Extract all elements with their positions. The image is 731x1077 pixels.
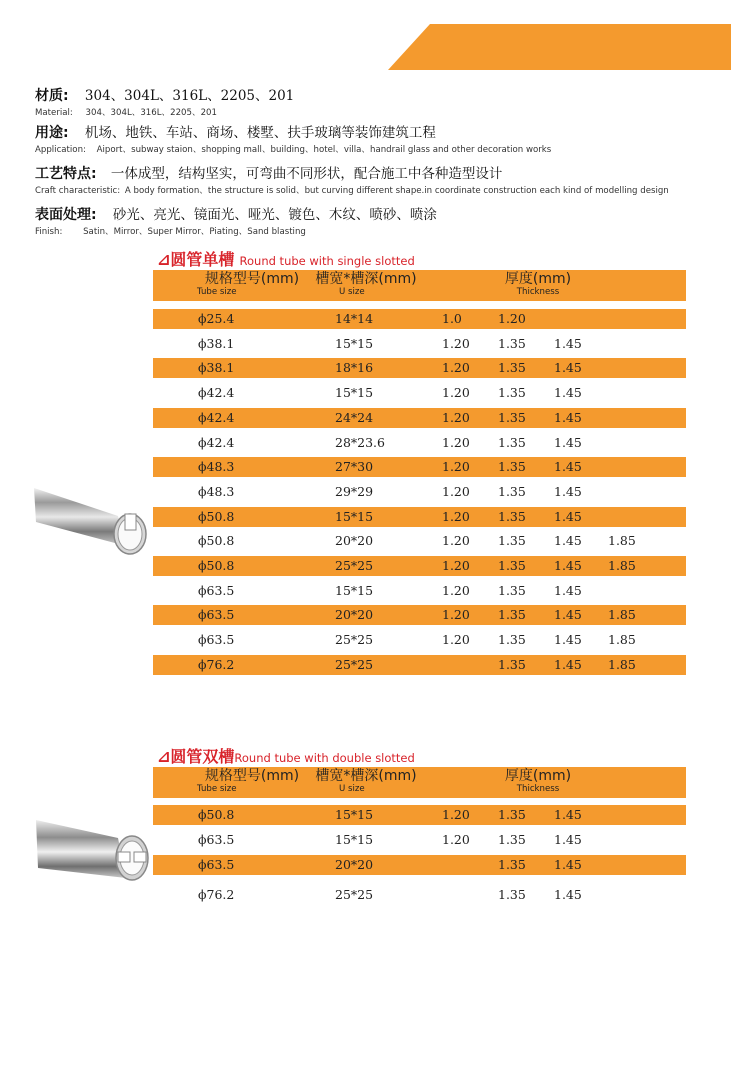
material-label-en: Material:: [35, 108, 73, 118]
header-banner: [388, 24, 731, 70]
cell-size: ϕ38.1: [198, 360, 235, 376]
header-size-en: Tube size: [197, 784, 237, 794]
header-thickness-zh: 厚度(mm): [504, 768, 572, 784]
table-row: [153, 482, 686, 502]
cell-size: ϕ50.8: [198, 508, 235, 524]
cell-slot: 15*15: [335, 582, 374, 598]
cell-thickness: 1.85: [608, 558, 636, 573]
table-row: [153, 457, 686, 477]
section-title-zh: 圆管双槽: [170, 747, 235, 766]
cell-thickness: 1.20: [498, 311, 526, 326]
cell-thickness: 1.35: [498, 360, 526, 376]
material-value-en: 304、304L、316L、2205、201: [85, 108, 217, 118]
header-thickness-en: Thickness: [516, 287, 560, 297]
cell-size: ϕ50.8: [198, 533, 235, 549]
application-spec: [35, 121, 551, 155]
header-slot: [301, 270, 431, 297]
cell-thickness: 1.35: [498, 335, 526, 351]
header-size: [187, 270, 317, 297]
cell-thickness: 1.85: [608, 632, 636, 648]
cell-slot: 20*20: [335, 607, 374, 623]
cell-thickness: 1.20: [442, 632, 470, 648]
header-slot: [301, 767, 431, 794]
cell-slot: 24*24: [335, 409, 374, 425]
application-label-en: Application:: [35, 145, 86, 155]
cell-thickness: 1.20: [442, 385, 470, 401]
single-slot-tube-image: [30, 478, 148, 558]
cell-thickness: 1.45: [554, 508, 582, 524]
cell-thickness: 1.35: [498, 508, 526, 524]
cell-slot: 25*25: [335, 656, 374, 672]
cell-thickness: 1.45: [554, 656, 582, 672]
cell-slot: 25*25: [335, 632, 374, 648]
cell-thickness: 1.20: [442, 807, 470, 822]
cell-thickness: 1.45: [554, 533, 582, 549]
cell-size: ϕ42.4: [198, 385, 235, 401]
cell-thickness: 1.35: [498, 582, 526, 598]
section-title-en: Round tube with single slotted: [239, 254, 415, 268]
cell-thickness: 1.20: [442, 832, 470, 847]
cell-thickness: 1.20: [442, 533, 470, 549]
cell-thickness: 1.20: [442, 409, 470, 425]
cell-thickness: 1.35: [498, 832, 526, 847]
cell-thickness: 1.35: [498, 632, 526, 648]
craft-value: 一体成型，结构坚实，可弯曲不同形状，配合施工中各种造型设计: [110, 166, 503, 182]
cell-slot: 15*15: [335, 508, 374, 524]
material-value: 304、304L、316L、2205、201: [84, 88, 295, 104]
cell-thickness: 1.85: [608, 607, 636, 623]
section-title-en: Round tube with double slotted: [234, 751, 415, 765]
cell-slot: 25*25: [335, 558, 374, 573]
header-thickness: [483, 270, 593, 297]
cell-size: ϕ50.8: [198, 807, 235, 822]
cell-slot: 14*14: [335, 311, 374, 326]
cell-thickness: 1.45: [554, 607, 582, 623]
cell-thickness: 1.35: [498, 385, 526, 401]
table-row: [153, 630, 686, 650]
cell-slot: 15*15: [335, 807, 374, 822]
table-row: [153, 309, 686, 329]
cell-slot: 15*15: [335, 385, 374, 401]
header-slot-zh: 槽宽*槽深(mm): [315, 271, 417, 287]
cell-thickness: 1.35: [498, 533, 526, 549]
cell-thickness: 1.45: [554, 483, 582, 499]
cell-slot: 15*15: [335, 832, 374, 847]
craft-spec: [35, 162, 669, 196]
cell-thickness: 1.85: [608, 656, 636, 672]
cell-slot: 15*15: [335, 335, 374, 351]
cell-thickness: 1.35: [498, 409, 526, 425]
table-row: [153, 507, 686, 527]
cell-size: ϕ63.5: [198, 857, 235, 872]
material-spec: [35, 84, 294, 118]
cell-thickness: 1.35: [498, 459, 526, 475]
cell-thickness: 1.20: [442, 434, 470, 450]
finish-label-en: Finish:: [35, 227, 63, 237]
table-row: [153, 855, 686, 875]
cell-size: ϕ42.4: [198, 409, 235, 425]
cell-thickness: 1.45: [554, 807, 582, 822]
header-size-en: Tube size: [197, 287, 237, 297]
cell-slot: 29*29: [335, 483, 374, 499]
cell-thickness: 1.45: [554, 434, 582, 450]
cell-size: ϕ63.5: [198, 607, 235, 623]
cell-thickness: 1.45: [554, 459, 582, 475]
cell-thickness: 1.20: [442, 607, 470, 623]
cell-thickness: 1.45: [554, 582, 582, 598]
table-row: [153, 408, 686, 428]
cell-thickness: 1.45: [554, 360, 582, 376]
cell-size: ϕ63.5: [198, 582, 235, 598]
table-row: [153, 830, 686, 850]
cell-thickness: 1.35: [498, 807, 526, 822]
cell-size: ϕ63.5: [198, 832, 235, 847]
cell-thickness: 1.20: [442, 582, 470, 598]
cell-thickness: 1.35: [498, 656, 526, 672]
cell-size: ϕ76.2: [198, 656, 235, 672]
cell-thickness: 1.35: [498, 558, 526, 573]
application-value: 机场、地铁、车站、商场、楼墅、扶手玻璃等装饰建筑工程: [84, 125, 436, 141]
cell-thickness: 1.45: [554, 409, 582, 425]
table-row: [153, 358, 686, 378]
header-slot-en: U size: [339, 287, 365, 297]
cell-slot: 25*25: [335, 887, 374, 902]
cell-size: ϕ48.3: [198, 483, 235, 499]
cell-size: ϕ48.3: [198, 459, 235, 475]
finish-value: 砂光、亮光、镜面光、哑光、镀色、木纹、喷砂、喷涂: [112, 207, 437, 223]
section-title-double: [157, 744, 415, 767]
finish-value-en: Satin、Mirror、Super Mirror、Piating、Sand blasting: [83, 227, 306, 237]
section-title-single: [157, 247, 415, 270]
table-header-single: [153, 270, 686, 301]
craft-label-en: Craft characteristic:: [35, 186, 121, 196]
table-row: [153, 556, 686, 576]
cell-thickness: 1.45: [554, 857, 582, 872]
table-row: [153, 383, 686, 403]
double-slot-tube-image: [34, 814, 152, 888]
cell-thickness: 1.45: [554, 632, 582, 648]
header-size: [187, 767, 317, 794]
cell-thickness: 1.20: [442, 335, 470, 351]
table-row: [153, 531, 686, 551]
cell-slot: 27*30: [335, 459, 374, 475]
section-title-zh: 圆管单槽: [170, 250, 235, 269]
table-row: [153, 605, 686, 625]
header-thickness-en: Thickness: [516, 784, 560, 794]
cell-slot: 20*20: [335, 857, 374, 872]
craft-value-en: A body formation、the structure is solid、but curving different shape.in coordinate construction each kind of modelling design: [124, 186, 669, 196]
cell-thickness: 1.35: [498, 434, 526, 450]
application-value-en: Aiport、subway staion、shopping mall、building、hotel、villa、handrail glass and other decoration works: [96, 145, 552, 155]
cell-thickness: 1.35: [498, 857, 526, 872]
cell-thickness: 1.45: [554, 385, 582, 401]
cell-slot: 28*23.6: [335, 434, 385, 450]
cell-slot: 18*16: [335, 360, 374, 376]
cell-size: ϕ63.5: [198, 632, 235, 648]
header-slot-en: U size: [339, 784, 365, 794]
header-thickness-zh: 厚度(mm): [504, 271, 572, 287]
material-label: 材质:: [35, 88, 69, 104]
header-slot-zh: 槽宽*槽深(mm): [315, 768, 417, 784]
table-row: [153, 805, 686, 825]
table-row: [153, 885, 686, 905]
cell-size: ϕ76.2: [198, 887, 235, 902]
cell-thickness: 1.45: [554, 832, 582, 847]
cell-thickness: 1.45: [554, 887, 582, 902]
finish-spec: [35, 203, 437, 237]
cell-size: ϕ42.4: [198, 434, 235, 450]
cell-thickness: 1.0: [442, 311, 462, 326]
header-size-zh: 规格型号(mm): [204, 768, 300, 784]
table-row: [153, 655, 686, 675]
cell-size: ϕ25.4: [198, 311, 235, 326]
finish-label: 表面处理:: [35, 207, 97, 223]
cell-thickness: 1.20: [442, 483, 470, 499]
cell-size: ϕ38.1: [198, 335, 235, 351]
cell-thickness: 1.35: [498, 887, 526, 902]
cell-thickness: 1.20: [442, 508, 470, 524]
cell-slot: 20*20: [335, 533, 374, 549]
header-size-zh: 规格型号(mm): [204, 271, 300, 287]
table-row: [153, 433, 686, 453]
triangle-icon: ⊿: [157, 250, 171, 269]
header-thickness: [483, 767, 593, 794]
cell-thickness: 1.35: [498, 607, 526, 623]
cell-thickness: 1.45: [554, 335, 582, 351]
cell-thickness: 1.20: [442, 558, 470, 573]
cell-thickness: 1.45: [554, 558, 582, 573]
triangle-icon: ⊿: [157, 747, 171, 766]
table-header-double: [153, 767, 686, 798]
table-row: [153, 334, 686, 354]
table-row: [153, 581, 686, 601]
craft-label: 工艺特点:: [35, 166, 97, 182]
cell-thickness: 1.20: [442, 360, 470, 376]
application-label: 用途:: [35, 125, 69, 141]
cell-thickness: 1.20: [442, 459, 470, 475]
cell-size: ϕ50.8: [198, 558, 235, 573]
cell-thickness: 1.35: [498, 483, 526, 499]
cell-thickness: 1.85: [608, 533, 636, 549]
